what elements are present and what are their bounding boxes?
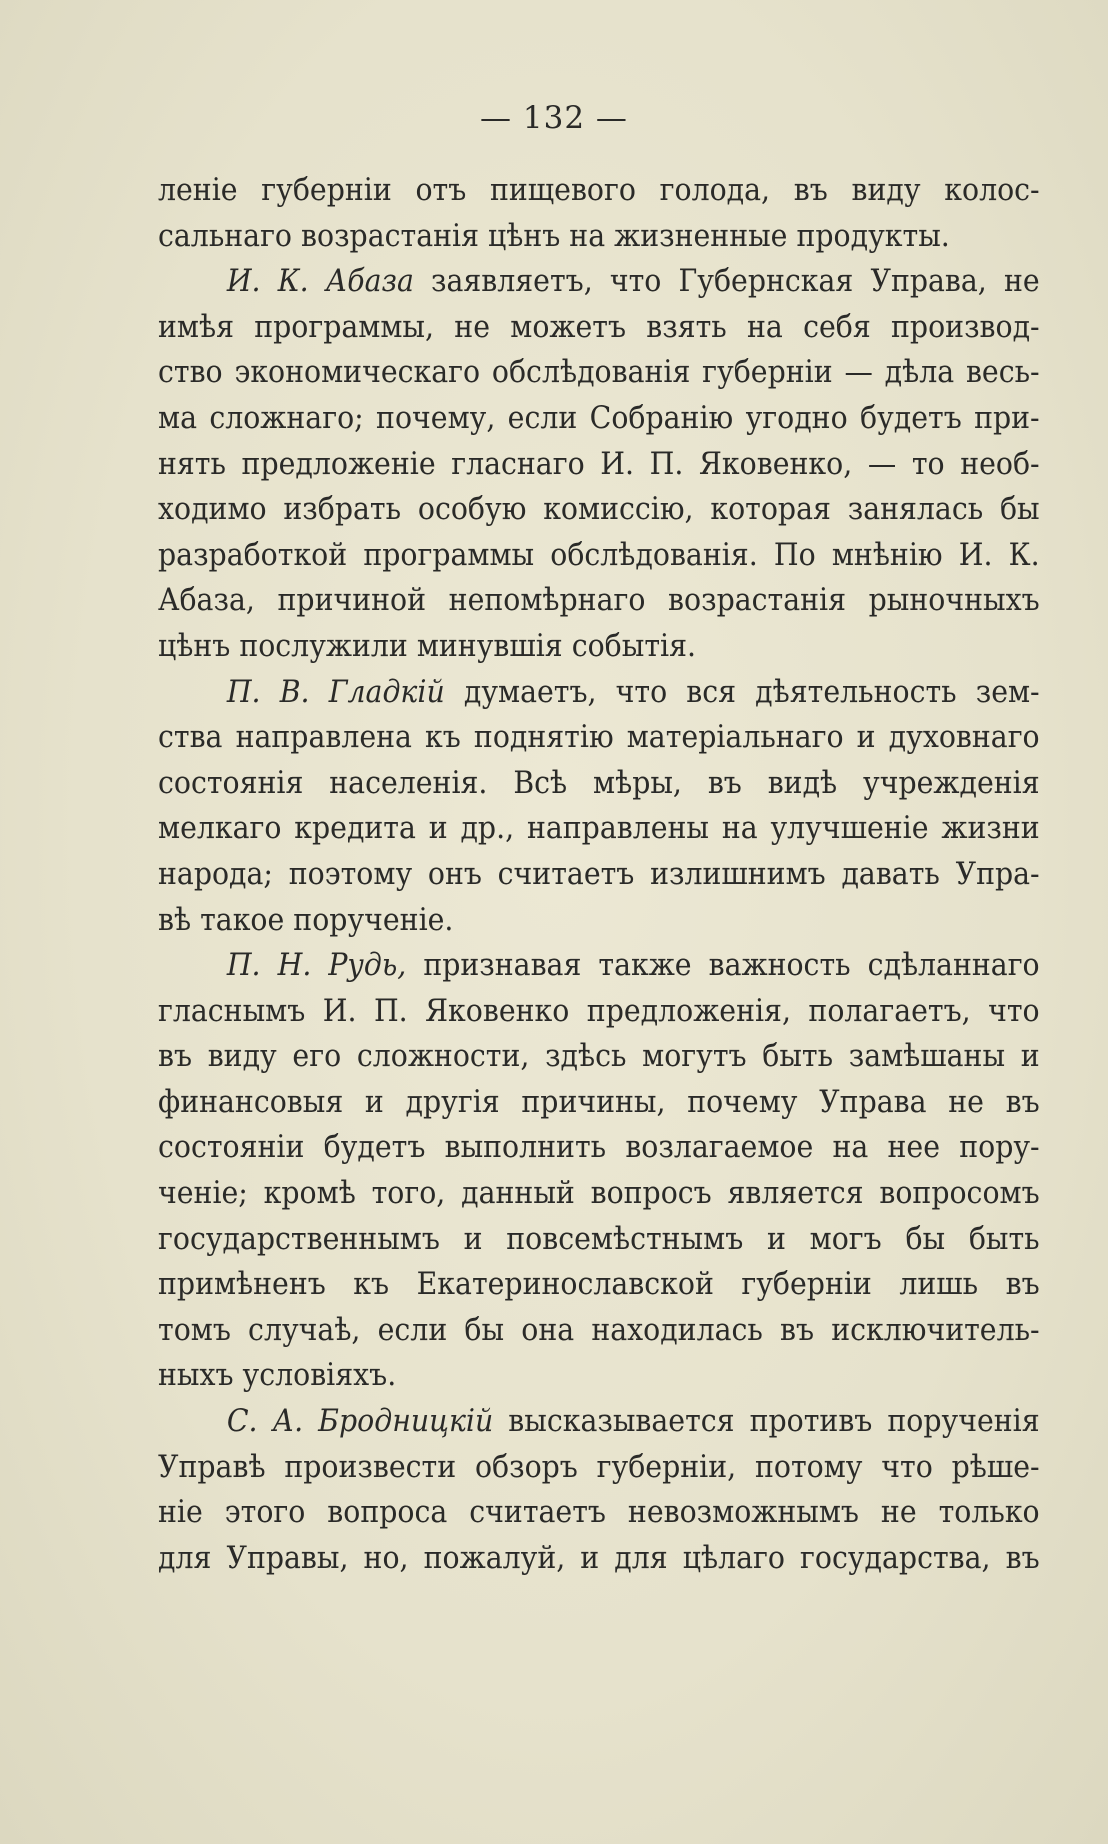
text-line: государственнымъ и повсемѣстнымъ и могъ бы быть — [158, 1221, 1040, 1257]
text-line: ныхъ условіяхъ. — [158, 1358, 397, 1394]
text-line — [158, 943, 1040, 989]
text-line — [158, 1399, 1040, 1445]
speaker-name: П. В. Гладкій — [226, 674, 445, 710]
speaker-name: С. А. Бродницкій — [226, 1404, 494, 1440]
text-run: заявляетъ, что Губернская Управа, не — [413, 264, 1040, 300]
text-line: имѣя программы, не можетъ взять на себя производ- — [158, 309, 1040, 345]
text-line: леніе губерніи отъ пищевого голода, въ виду колос- — [158, 173, 1040, 208]
text-line: сальнаго возрастанія цѣнъ на жизненные продукты. — [158, 218, 950, 254]
text-line: мелкаго кредита и др., направлены на улучшеніе жизни — [158, 811, 1040, 847]
text-line: ченіе; кромѣ того, данный вопросъ является вопросомъ — [158, 1176, 1040, 1212]
text-run: высказывается противъ порученія — [493, 1404, 1040, 1440]
body-text — [158, 168, 1040, 1581]
paragraph-abaza — [158, 259, 1040, 669]
speaker-name: П. Н. Рудь, — [226, 948, 407, 984]
paragraph-brodnitskiy — [158, 1399, 1040, 1581]
text-line: ма сложнаго; почему, если Собранію угодно будетъ при- — [158, 400, 1040, 436]
text-line — [158, 670, 1040, 716]
text-line: финансовыя и другія причины, почему Управа не въ — [158, 1084, 1040, 1120]
text-line: состояніи будетъ выполнить возлагаемое на нее пору- — [158, 1130, 1040, 1166]
text-line: Абаза, причиной непомѣрнаго возрастанія рыночныхъ — [158, 583, 1040, 619]
speaker-name: И. К. Абаза — [226, 264, 414, 300]
text-run: признавая также важность сдѣланнаго — [406, 948, 1040, 984]
text-line: томъ случаѣ, если бы она находилась въ исключитель- — [158, 1312, 1040, 1348]
text-line: ніе этого вопроса считаетъ невозможнымъ не только — [158, 1495, 1040, 1531]
text-line: ство экономическаго обслѣдованія губерніи — дѣла весь- — [158, 355, 1040, 391]
paragraph-continuation — [158, 168, 1040, 259]
text-line: нять предложеніе гласнаго И. П. Яковенко, — то необ- — [158, 446, 1040, 482]
text-line: въ виду его сложности, здѣсь могутъ быть замѣшаны и — [158, 1039, 1040, 1075]
paragraph-rud — [158, 943, 1040, 1399]
text-line: цѣнъ послужили минувшія событія. — [158, 628, 697, 664]
text-line: народа; поэтому онъ считаетъ излишнимъ давать Упра- — [158, 856, 1040, 892]
text-line — [158, 259, 1040, 305]
text-line: примѣненъ къ Екатеринославской губерніи лишь въ — [158, 1267, 1040, 1303]
page-number: — 132 — — [480, 100, 628, 136]
text-line: гласнымъ И. П. Яковенко предложенія, полагаетъ, что — [158, 993, 1040, 1029]
text-line: для Управы, но, пожалуй, и для цѣлаго государства, въ — [158, 1540, 1040, 1576]
paragraph-gladkiy — [158, 670, 1040, 944]
text-line: Управѣ произвести обзоръ губерніи, потому что рѣше- — [158, 1449, 1040, 1485]
text-line: разработкой программы обслѣдованія. По мнѣнію И. К. — [158, 537, 1040, 573]
text-run: думаетъ, что вся дѣятельность зем- — [444, 674, 1040, 710]
text-line: ства направлена къ поднятію матеріальнаго и духовнаго — [158, 720, 1040, 756]
text-line: состоянія населенія. Всѣ мѣры, въ видѣ учрежденія — [158, 765, 1040, 801]
text-line: вѣ такое порученіе. — [158, 902, 454, 938]
text-line: ходимо избрать особую комиссію, которая занялась бы — [158, 492, 1040, 528]
